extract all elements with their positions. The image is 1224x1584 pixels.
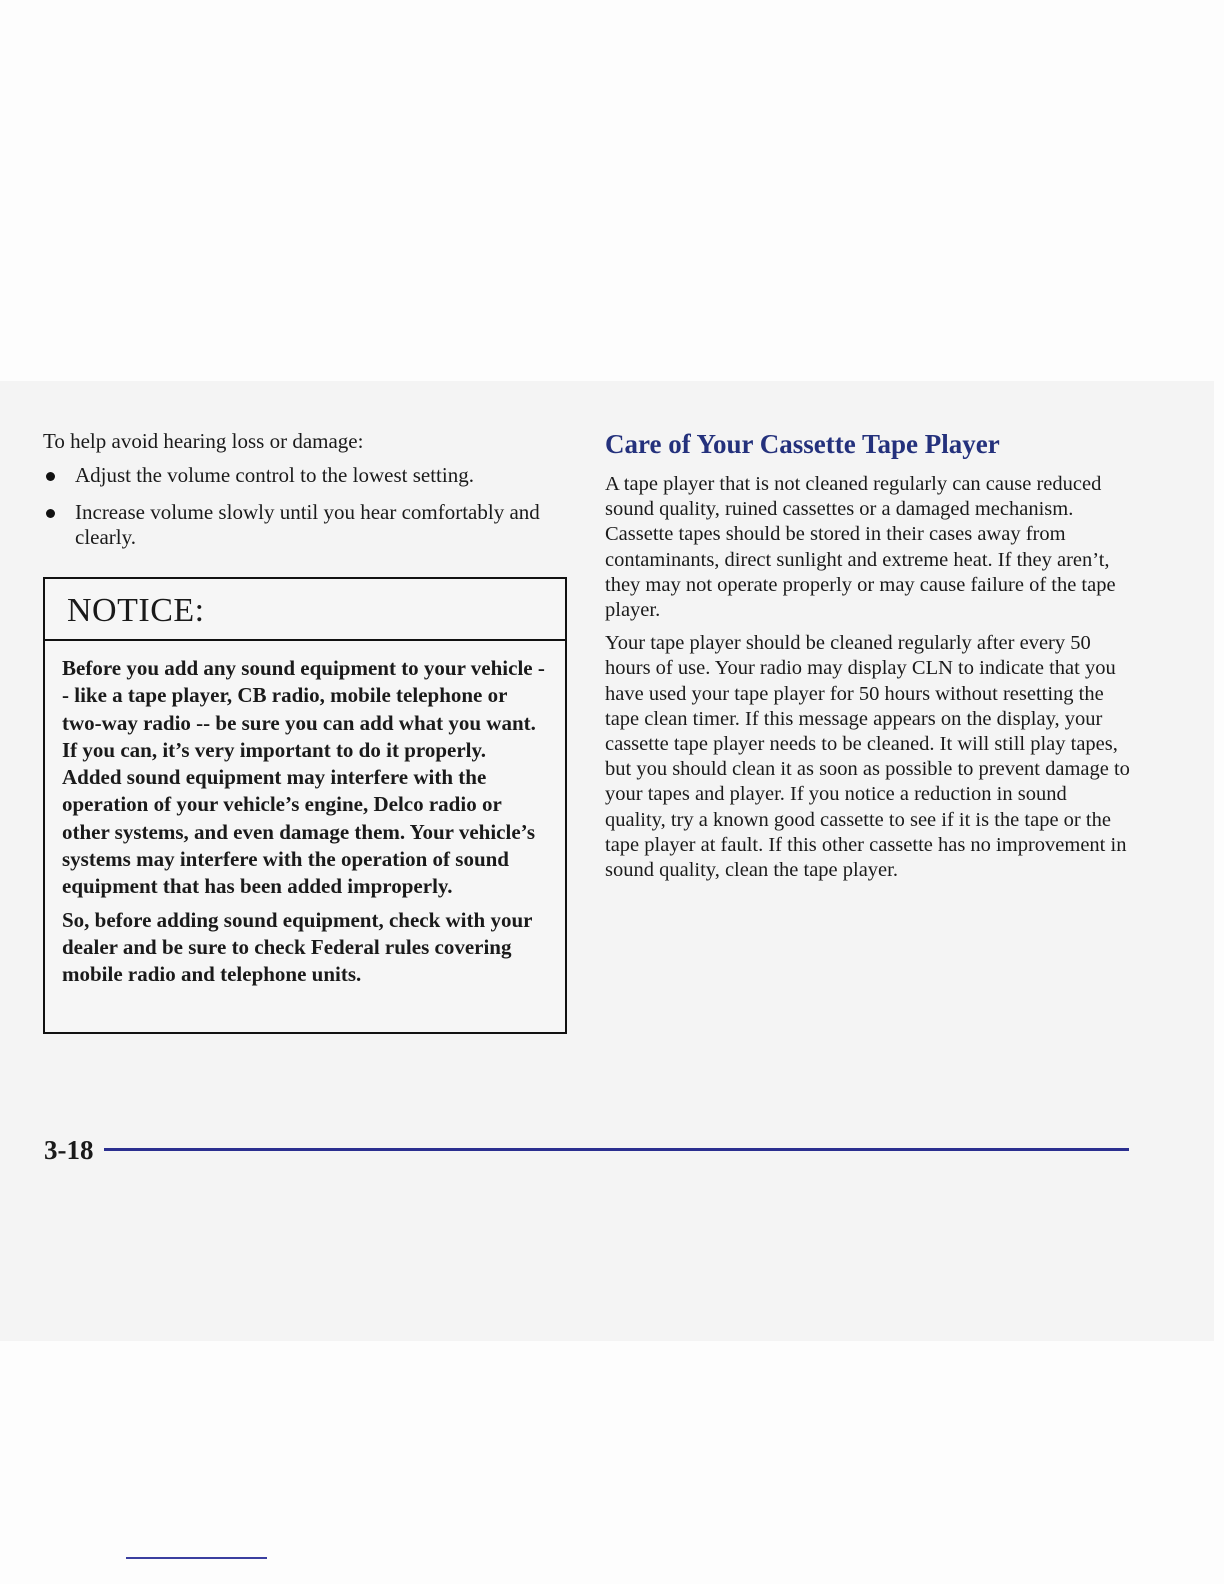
notice-paragraph: So, before adding sound equipment, check with your dealer and be sure to check Federal rules covering mobile radio and telephone units.: [62, 907, 533, 987]
notice-body: [45, 641, 565, 989]
hearing-tips-list: [43, 463, 571, 550]
list-item: [43, 500, 571, 550]
notice-box: [43, 577, 567, 1034]
notice-paragraph: Before you add any sound equipment to your vehicle -- like a tape player, CB radio, mobile telephone or two-way radio -- be sure you can add what you want. If you can, it’s very important to do it properly. Added sound equipment may interfere with the operation of your vehicle’s engine, Delco radio or other systems, and even damage them. Your vehicle’s systems may interfere with the operation of sound equipment that has been added improperly.: [62, 656, 545, 899]
left-column: [43, 428, 571, 562]
page-footer: [44, 1130, 1129, 1170]
bullet-icon: [46, 509, 55, 518]
bottom-link-underline[interactable]: [126, 1557, 267, 1559]
right-column: [605, 428, 1130, 891]
footer-rule: [104, 1148, 1129, 1151]
list-item-text: Increase volume slowly until you hear comfortably and clearly.: [75, 500, 540, 549]
section-title: Care of Your Cassette Tape Player: [605, 429, 1000, 459]
body-paragraph: Your tape player should be cleaned regularly after every 50 hours of use. Your radio may display CLN to indicate that you have used your tape player for 50 hours without resetting the tape clean timer. If this message appears on the display, your cassette tape player needs to be cleaned. It will still play tapes, but you should clean it as soon as possible to prevent damage to your tapes and player. If you notice a reduction in sound quality, try a known good cassette to see if it is the tape or the tape player at fault. If this other cassette has no improvement in sound quality, clean the tape player.: [605, 632, 1130, 882]
bullet-icon: [46, 472, 55, 481]
notice-heading: NOTICE:: [45, 579, 565, 641]
page-number: 3-18: [44, 1135, 94, 1165]
list-item-text: Adjust the volume control to the lowest setting.: [75, 463, 474, 487]
hearing-intro: To help avoid hearing loss or damage:: [43, 429, 364, 453]
list-item: [43, 463, 571, 488]
body-paragraph: A tape player that is not cleaned regularly can cause reduced sound quality, ruined cassettes or a damaged mechanism. Cassette tapes should be stored in their cases away from contaminants, direct sunlight and extreme heat. If they aren’t, they may not operate properly or may cause failure of the tape player.: [605, 473, 1116, 622]
